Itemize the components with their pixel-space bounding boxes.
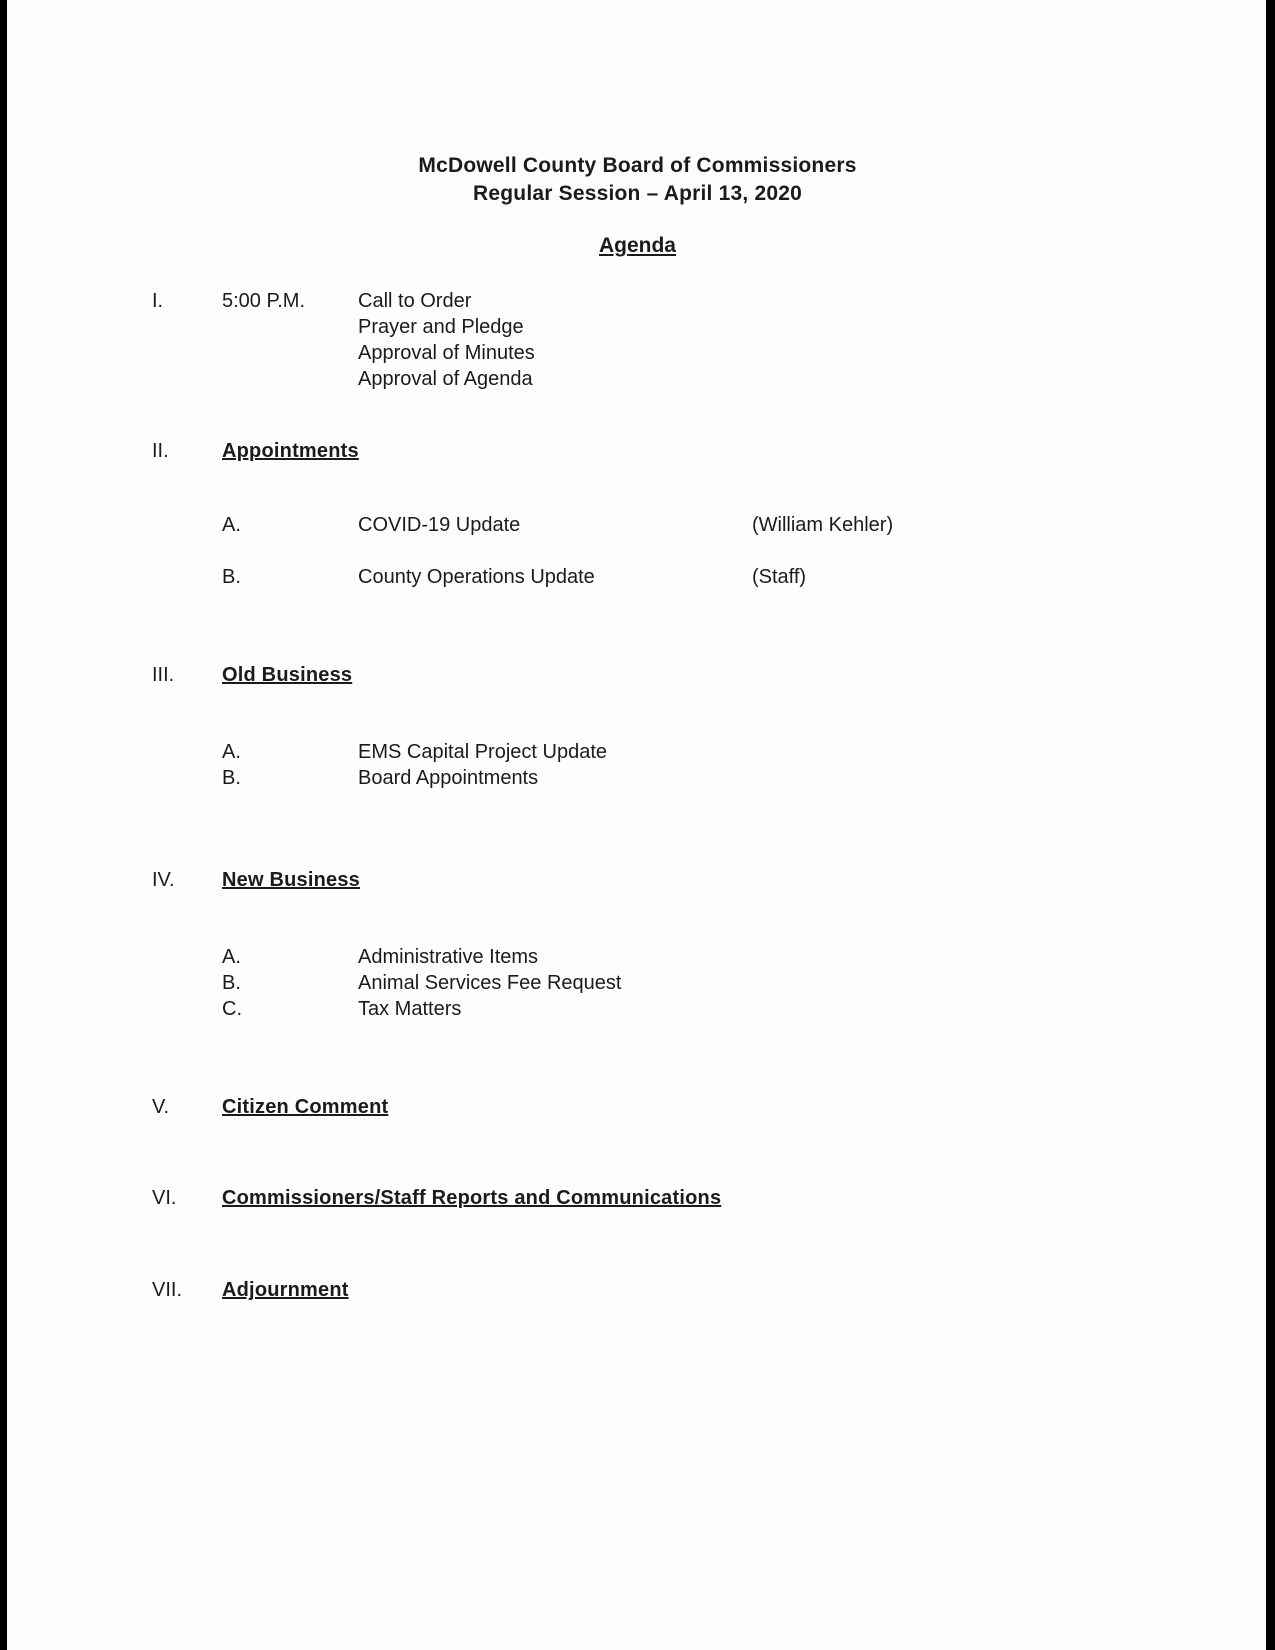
item-presenter: (William Kehler)	[752, 514, 894, 536]
agenda-content	[152, 288, 1215, 1303]
agenda-item: Prayer and Pledge	[358, 316, 524, 338]
scan-artifact-right-edge	[1266, 0, 1275, 1650]
agenda-item: Approval of Agenda	[358, 368, 533, 390]
item-letter: A.	[222, 514, 241, 536]
section-heading: Commissioners/Staff Reports and Communications	[222, 1187, 722, 1209]
agenda-item: Board Appointments	[358, 767, 539, 789]
section-heading: Adjournment	[222, 1279, 349, 1301]
section-numeral: VI.	[152, 1187, 177, 1209]
item-letter: B.	[222, 566, 241, 588]
item-presenter: (Staff)	[752, 566, 807, 588]
session-time: 5:00 P.M.	[222, 290, 306, 312]
section-numeral: VII.	[152, 1279, 183, 1301]
agenda-item: Administrative Items	[358, 946, 539, 968]
document-header	[0, 0, 1275, 208]
agenda-item: COVID-19 Update	[358, 514, 521, 536]
section-numeral: III.	[152, 664, 175, 686]
agenda-item: Approval of Minutes	[358, 342, 535, 364]
section-heading: Appointments	[222, 440, 359, 462]
agenda-heading-container	[0, 232, 1275, 260]
agenda-item: County Operations Update	[358, 566, 595, 588]
section-citizen-comment	[152, 1094, 1215, 1120]
section-call-to-order	[152, 288, 1215, 392]
item-letter: C.	[222, 998, 242, 1020]
scan-artifact-left-edge	[0, 0, 7, 1650]
section-heading: Citizen Comment	[222, 1096, 389, 1118]
section-appointments	[152, 438, 1215, 590]
document-title-line1: McDowell County Board of Commissioners	[418, 154, 857, 177]
agenda-item: EMS Capital Project Update	[358, 741, 608, 763]
section-numeral: II.	[152, 440, 169, 462]
agenda-item: Animal Services Fee Request	[358, 972, 622, 994]
section-heading: Old Business	[222, 664, 353, 686]
item-letter: A.	[222, 946, 241, 968]
opening-items	[358, 288, 535, 392]
agenda-item: Call to Order	[358, 290, 472, 312]
section-new-business	[152, 867, 1215, 1022]
section-reports-communications	[152, 1185, 1215, 1211]
section-numeral: I.	[152, 290, 164, 312]
agenda-heading: Agenda	[598, 234, 676, 257]
document-title-line2: Regular Session – April 13, 2020	[473, 182, 802, 205]
section-numeral: IV.	[152, 869, 175, 891]
section-old-business	[152, 662, 1215, 791]
section-heading: New Business	[222, 869, 361, 891]
agenda-item: Tax Matters	[358, 998, 462, 1020]
item-letter: B.	[222, 972, 241, 994]
item-letter: B.	[222, 767, 241, 789]
item-letter: A.	[222, 741, 241, 763]
section-numeral: V.	[152, 1096, 170, 1118]
section-adjournment	[152, 1277, 1215, 1303]
